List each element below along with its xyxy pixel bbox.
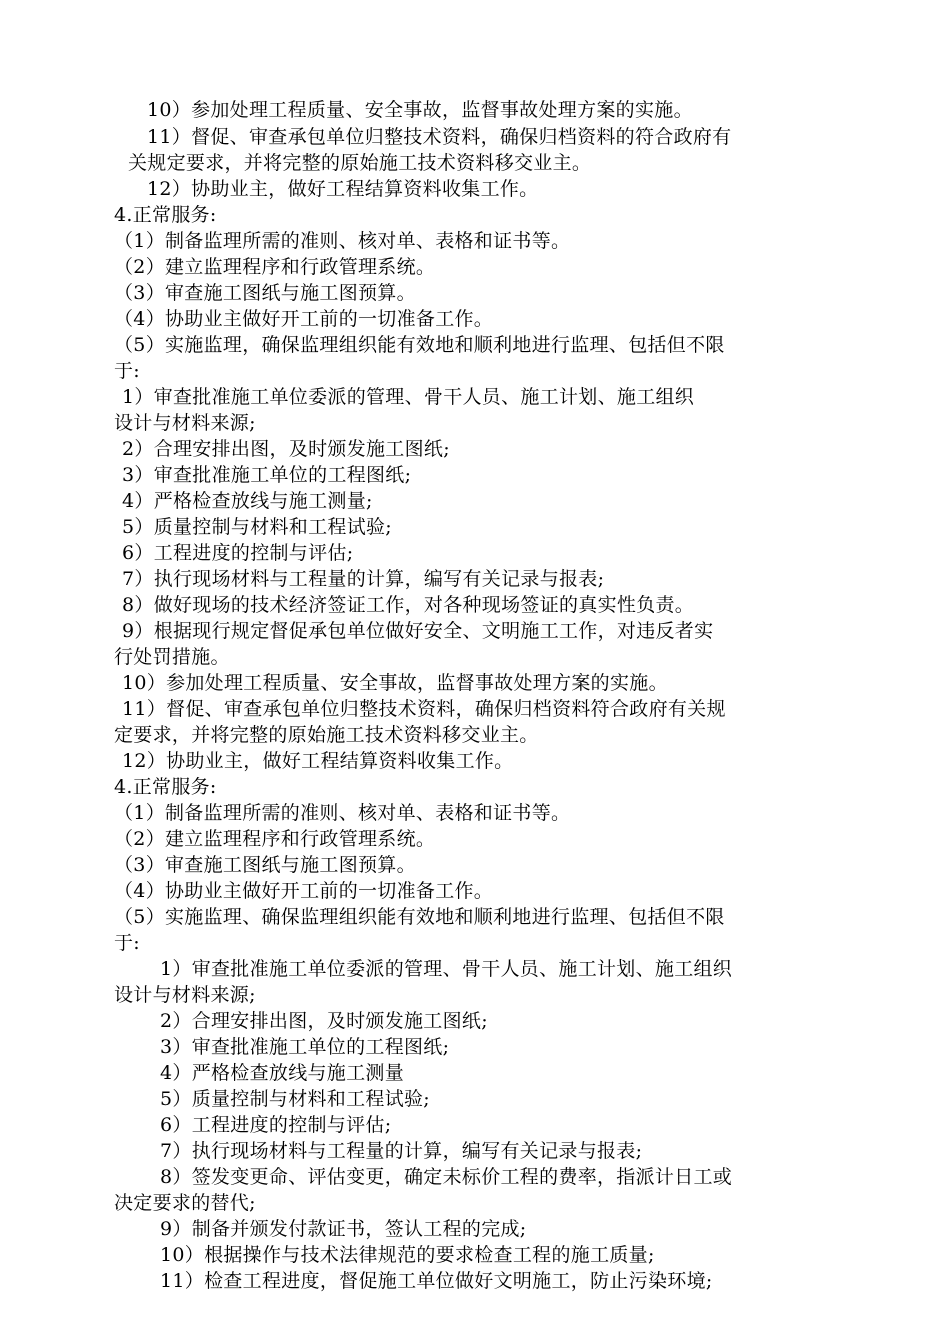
- text-line: 5）质量控制与材料和工程试验;: [160, 1088, 430, 1110]
- text-line: （3）审查施工图纸与施工图预算。: [114, 282, 416, 304]
- text-line: 3）审查批准施工单位的工程图纸;: [160, 1036, 450, 1058]
- text-line: 1）审查批准施工单位委派的管理、骨干人员、施工计划、施工组织: [160, 958, 733, 980]
- section-heading: 4.正常服务:: [114, 204, 217, 226]
- text-line: 关规定要求，并将完整的原始施工技术资料移交业主。: [128, 152, 592, 174]
- section-heading: 4.正常服务:: [114, 776, 217, 798]
- text-line: （1）制备监理所需的准则、核对单、表格和证书等。: [114, 802, 571, 824]
- text-line: 2）合理安排出图，及时颁发施工图纸;: [122, 438, 450, 460]
- text-line: 12）协助业主，做好工程结算资料收集工作。: [122, 750, 514, 772]
- text-line: 5）质量控制与材料和工程试验;: [122, 516, 392, 538]
- text-line: 10）参加处理工程质量、安全事故，监督事故处理方案的实施。: [147, 99, 693, 121]
- text-line: （4）协助业主做好开工前的一切准备工作。: [114, 880, 494, 902]
- text-line: 8）做好现场的技术经济签证工作，对各种现场签证的真实性负责。: [122, 594, 695, 616]
- text-line: 11）督促、审查承包单位归整技术资料，确保归档资料的符合政府有: [147, 126, 732, 148]
- text-line: 7）执行现场材料与工程量的计算，编写有关记录与报表;: [122, 568, 605, 590]
- text-line: （2）建立监理程序和行政管理系统。: [114, 256, 436, 278]
- text-line: 8）签发变更命、评估变更，确定未标价工程的费率，指派计日工或: [160, 1166, 733, 1188]
- text-line: 行处罚措施。: [114, 646, 230, 668]
- text-line: 于:: [114, 932, 141, 954]
- text-line: 11）督促、审查承包单位归整技术资料，确保归档资料符合政府有关规: [122, 698, 726, 720]
- text-line: （5）实施监理、确保监理组织能有效地和顺利地进行监理、包括但不限: [114, 906, 725, 928]
- text-line: （4）协助业主做好开工前的一切准备工作。: [114, 308, 494, 330]
- text-line: 于:: [114, 360, 141, 382]
- text-line: 4）严格检查放线与施工测量;: [122, 490, 373, 512]
- text-line: 2）合理安排出图，及时颁发施工图纸;: [160, 1010, 488, 1032]
- text-line: 10）参加处理工程质量、安全事故，监督事故处理方案的实施。: [122, 672, 668, 694]
- text-line: 7）执行现场材料与工程量的计算，编写有关记录与报表;: [160, 1140, 643, 1162]
- text-line: 6）工程进度的控制与评估;: [122, 542, 354, 564]
- text-line: （1）制备监理所需的准则、核对单、表格和证书等。: [114, 230, 571, 252]
- text-line: 9）制备并颁发付款证书，签认工程的完成;: [160, 1218, 527, 1240]
- text-line: 3）审查批准施工单位的工程图纸;: [122, 464, 412, 486]
- text-line: （2）建立监理程序和行政管理系统。: [114, 828, 436, 850]
- text-line: （3）审查施工图纸与施工图预算。: [114, 854, 416, 876]
- text-line: 设计与材料来源;: [114, 984, 256, 1006]
- text-line: 设计与材料来源;: [114, 412, 256, 434]
- text-line: 决定要求的替代;: [114, 1192, 256, 1214]
- text-line: 1）审查批准施工单位委派的管理、骨干人员、施工计划、施工组织: [122, 386, 695, 408]
- text-line: 4）严格检查放线与施工测量: [160, 1062, 404, 1084]
- text-line: 6）工程进度的控制与评估;: [160, 1114, 392, 1136]
- text-line: 11）检查工程进度，督促施工单位做好文明施工，防止污染环境;: [160, 1270, 713, 1292]
- text-line: （5）实施监理，确保监理组织能有效地和顺利地进行监理、包括但不限: [114, 334, 725, 356]
- text-line: 9）根据现行规定督促承包单位做好安全、文明施工工作，对违反者实: [122, 620, 714, 642]
- text-line: 12）协助业主，做好工程结算资料收集工作。: [147, 178, 539, 200]
- text-line: 定要求，并将完整的原始施工技术资料移交业主。: [114, 724, 539, 746]
- text-line: 10）根据操作与技术法律规范的要求检查工程的施工质量;: [160, 1244, 655, 1266]
